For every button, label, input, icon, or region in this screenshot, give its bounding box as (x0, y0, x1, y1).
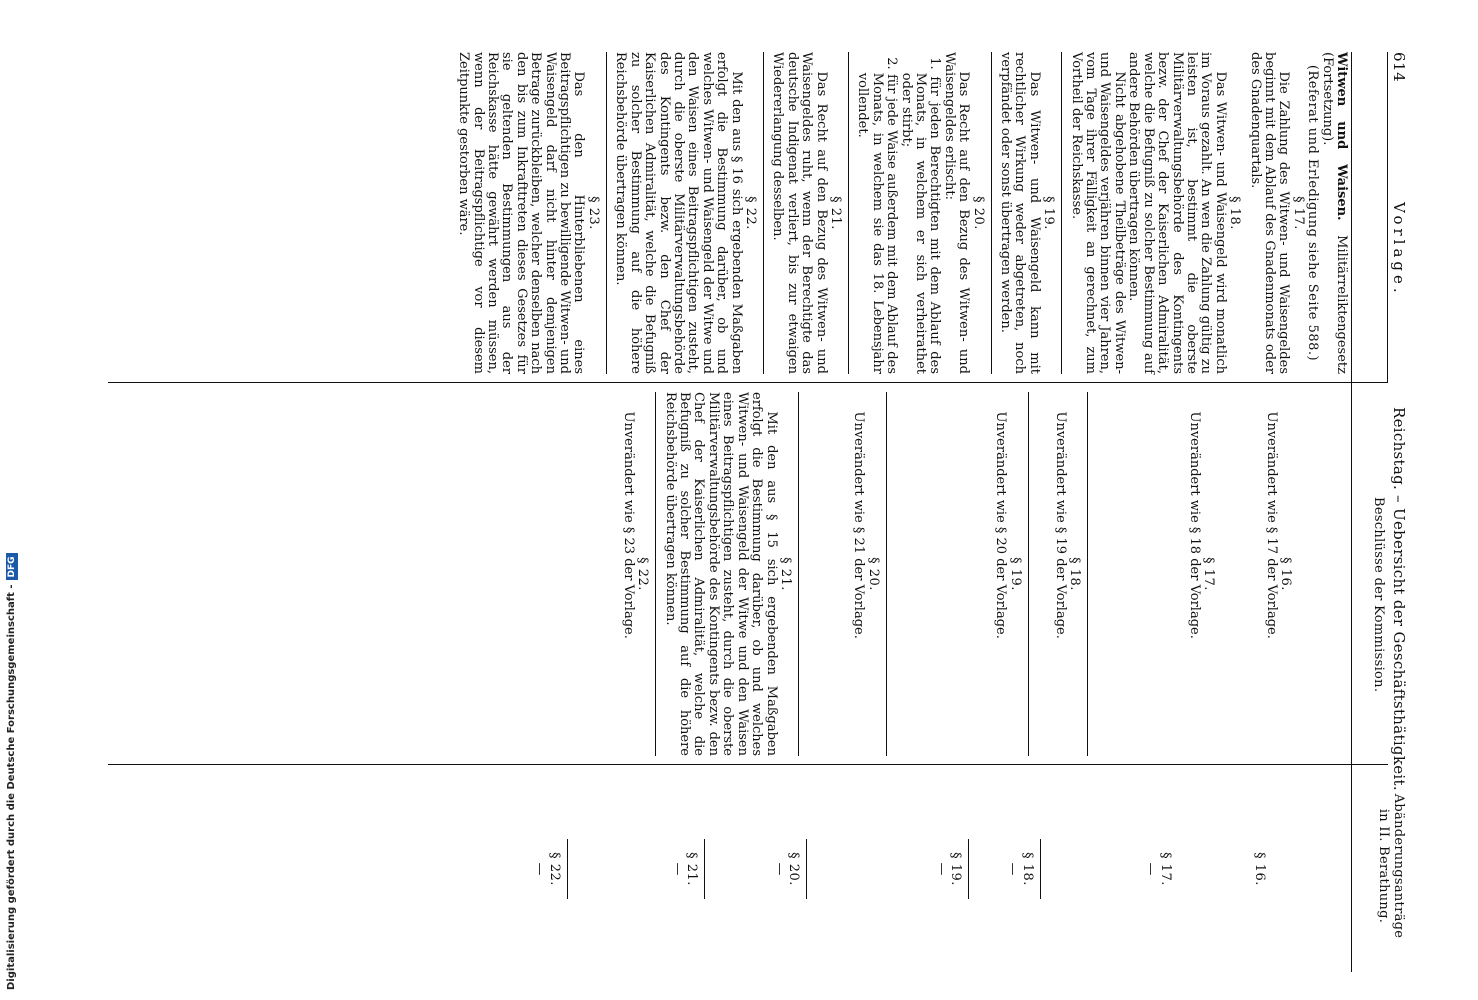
column-divider-2 (108, 764, 1388, 765)
kommission-s22-head: § 22. (635, 557, 651, 591)
vorlage-s21-head: § 21. (828, 196, 843, 230)
intro-note: (Referat und Erledigung siehe Seite 588.) (1305, 64, 1321, 362)
antraege-s21-dash: — (669, 862, 685, 876)
rule (1061, 52, 1062, 374)
vorlage-s20-head: § 20. (970, 196, 986, 230)
header-rule (1351, 52, 1352, 972)
kommission-s20-head: § 20. (865, 557, 881, 591)
vorlage-intro (1319, 52, 1348, 374)
rule (1087, 392, 1088, 756)
kommission-s19-text: Unverändert wie § 20 der Vorlage. (993, 411, 1009, 639)
vorlage-s18-text2: Nicht abgehobene Theilbeträge des Witwen- und Waisengeldes verjähren binnen vier Jahren, vom Tage ihrer Fälligkeit an gerechnet, zum Vortheil der Reichskasse. (1068, 52, 1127, 374)
rule (1028, 392, 1029, 756)
intro-rest: Militärreliktengesetz (Fortsetzung). (1319, 52, 1349, 374)
document-page (108, 52, 1408, 972)
rule (991, 52, 992, 374)
antraege-s18-dash: — (1005, 862, 1021, 876)
rule (655, 392, 656, 756)
kommission-s16-head: § 16. (1278, 557, 1293, 591)
rule (606, 52, 607, 374)
vorlage-s20-item1: 1. für jeden Berechtigten mit dem Ablauf des Monats, in welchem er sich verheirathet oder stirbt; (898, 57, 943, 374)
antraege-column (532, 774, 1348, 964)
rule (886, 392, 887, 756)
antraege-s18: § 18. (1019, 852, 1035, 886)
page-header-title: Reichstag. – Uebersicht der Geschäftsthätigkeit. (1390, 407, 1408, 791)
vorlage-s21-text: Das Recht auf den Bezug des Witwen- und Waisengeldes ruht, wenn der Berechtigte das deutsche Indigenat verliert, bis zur etwaigen Wiedererlangung desselben. (770, 52, 829, 374)
antraege-s20: § 20. (786, 852, 802, 886)
antraege-s17: § 17. (1157, 852, 1173, 886)
rule (1040, 839, 1041, 899)
antraege-s17-dash: — (1143, 862, 1159, 876)
col1-title: Vorlage. (1390, 202, 1408, 297)
col2-title: Beschlüsse der Kommission. (1371, 497, 1386, 693)
vorlage-s17-text: Die Zahlung des Witwen- und Waisengeldes beginnt mit dem Ablauf des Gnadenmonats oder des Gnadenquartals. (1247, 52, 1292, 374)
col3-title-line1: Abänderungsanträge (1391, 793, 1406, 939)
intro-bold: Witwen und Waisen. (1334, 52, 1349, 221)
digitization-credit (6, 553, 18, 990)
kommission-s21-text: Mit den aus § 15 sich ergebenden Maßgaben erfolgt die Bestimmung darüber, ob und welches Witwen- und Waisengeld der Witwe und den Waisen eines Beitragspflichtigen zusteht, durch die oberste Militärverwaltungsbehörde des Kontingents bezw. den Chef der Kaiserlichen Admiralität, welche die Befugniß zu solcher Bestimmung auf die höhere Reichsbehörde übertragen können. (662, 392, 779, 756)
kommission-s18-text: Unverändert wie § 19 der Vorlage. (1052, 411, 1068, 639)
rule (763, 52, 764, 374)
column-divider-1 (108, 382, 1388, 383)
header-rule-left (1387, 52, 1388, 382)
vorlage-s22-text: Mit den aus § 16 sich ergebenden Maßgaben erfolgt die Bestimmung darüber, ob und welches Witwen- und Waisengeld der Witwe und den Waisen eines Beitragspflichtigen zusteht, durch die oberste Militärverwaltungsbehörde des Kontingents bezw. den Chef der Kaiserlichen Admiralität, welche die Befugniß zu solcher Bestimmung auf die höhere Reichsbehörde übertragen können. (613, 52, 744, 374)
vorlage-s19-head: § 19. (1041, 196, 1057, 230)
kommission-s17-text: Unverändert wie § 18 der Vorlage. (1186, 411, 1202, 639)
kommission-column (620, 392, 1348, 756)
antraege-s16: § 16. (1252, 852, 1267, 886)
rule (806, 839, 807, 899)
vorlage-s17-head: § 17. (1290, 196, 1306, 230)
vorlage-s22-head: § 22. (742, 196, 758, 230)
rule (968, 839, 969, 899)
kommission-s18-head: § 18. (1067, 557, 1083, 591)
vorlage-s19-text: Das Witwen- und Waisengeld kann mit rechtlicher Wirkung weder abgetreten, noch verpfändet oder sonst übertragen werden. (998, 52, 1042, 374)
rule (848, 52, 849, 374)
antraege-s22: § 22. (546, 852, 562, 886)
antraege-s19-dash: — (933, 862, 949, 876)
kommission-s20-text: Unverändert wie § 21 der Vorlage. (851, 411, 867, 639)
credit-text: Digitalisierung gefördert durch die Deutsche Forschungsgemeinschaft - (6, 584, 17, 990)
vorlage-s23-head: § 23. (585, 196, 601, 230)
dfg-logo: DFG (6, 553, 18, 580)
col3-title-line2: in II. Berathung. (1376, 808, 1391, 924)
antraege-s19: § 19. (947, 852, 963, 886)
kommission-s22-text: Unverändert wie § 23 der Vorlage. (620, 411, 636, 639)
antraege-s20-dash: — (771, 862, 787, 876)
page-number: 614 (1390, 52, 1408, 83)
rule (567, 839, 568, 899)
kommission-s16-text: Unverändert wie § 17 der Vorlage. (1263, 411, 1279, 639)
vorlage-s18-text: Das Witwen- und Waisengeld wird monatlich im Voraus gezahlt. An wen die Zahlung gültig zu leisten ist, bestimmt die oberste Militärverwaltungsbehörde des Kontingents bezw. der Chef der Kaiserlichen Admiralität, welche die Befugniß zu solcher Bestimmung auf andere Behörden übertragen können. (1126, 52, 1228, 374)
kommission-s19-head: § 19. (1007, 557, 1023, 591)
vorlage-s23-text: Das den Hinterbliebenen eines Beitragspflichtigen zu bewilligende Witwen- und Waisengeld darf nicht hinter demjenigen Betrage zurückbleiben, welcher denselben nach den bis zum Inkrafttreten dieses Gesetzes für sie geltenden Bestimmungen aus der Reichskasse hätte gewährt werden müssen, wenn der Beitragspflichtige vor diesem Zeitpunkte gestorben wäre. (456, 52, 587, 374)
vorlage-column (456, 52, 1348, 374)
vorlage-s18-head: § 18. (1227, 196, 1243, 230)
vorlage-s20-item2: 2. für jede Waise außerdem mit dem Ablauf des Monats, in welchem sie das 18. Lebensjahr vollendet. (855, 57, 900, 374)
kommission-s17-head: § 17. (1201, 557, 1217, 591)
antraege-s22-dash: — (532, 862, 548, 876)
rule (798, 392, 799, 756)
vorlage-s20-text: Das Recht auf den Bezug des Witwen- und Waisengeldes erlischt: (941, 52, 972, 374)
antraege-s21: § 21. (684, 852, 700, 886)
col3-title (1376, 776, 1406, 956)
kommission-s21-head: § 21. (777, 557, 793, 591)
rule (704, 839, 705, 899)
